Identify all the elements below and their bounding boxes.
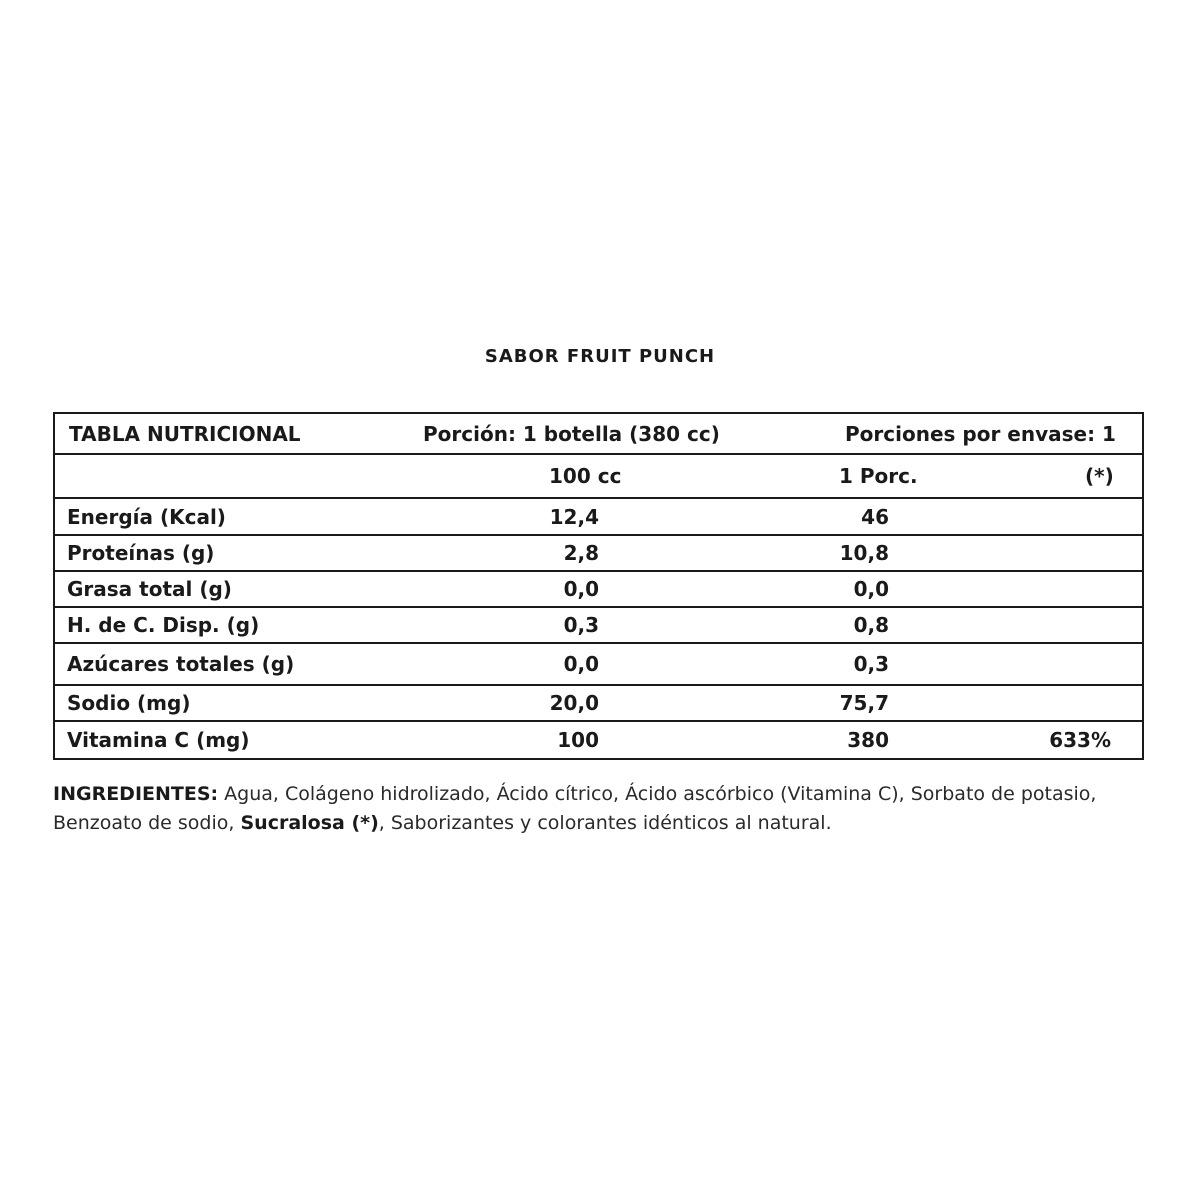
ingredients-list-part-2: , Saborizantes y colorantes idénticos al natural.: [378, 812, 832, 834]
table-title: TABLA NUTRICIONAL: [69, 421, 301, 446]
daily-value-percent: 633%: [1049, 728, 1111, 752]
value-per-portion: 75,7: [839, 691, 889, 715]
value-per-100cc: 12,4: [549, 504, 599, 529]
table-row: [55, 644, 1142, 686]
daily-value-percent: [1005, 536, 1111, 570]
daily-value-percent: [1005, 608, 1111, 642]
daily-value-percent: [1005, 499, 1111, 534]
nutrient-label: Energía (Kcal): [67, 504, 226, 529]
value-per-portion: 380: [847, 728, 889, 752]
column-header-100cc: 100 cc: [549, 464, 622, 488]
nutrient-label: Grasa total (g): [67, 577, 232, 601]
servings-per-container: Porciones por envase: 1: [845, 421, 1116, 446]
nutrient-label: Vitamina C (mg): [67, 728, 250, 752]
table-row: [55, 686, 1142, 722]
value-per-portion: 0,8: [853, 613, 889, 637]
ingredients-label: INGREDIENTES:: [53, 783, 219, 805]
daily-value-percent: [1005, 572, 1111, 606]
table-row: [55, 608, 1142, 644]
value-per-100cc: 100: [557, 728, 599, 752]
nutrient-label: H. de C. Disp. (g): [67, 613, 260, 637]
value-per-portion: 10,8: [839, 541, 889, 565]
nutrient-label: Proteínas (g): [67, 541, 215, 565]
table-row: [55, 536, 1142, 572]
value-per-100cc: 20,0: [549, 691, 599, 715]
table-subheader-row: [55, 455, 1142, 499]
flavor-title: SABOR FRUIT PUNCH: [484, 346, 716, 367]
table-row: [55, 572, 1142, 608]
column-header-portion: 1 Porc.: [839, 464, 918, 488]
value-per-100cc: 0,0: [563, 652, 599, 676]
table-row: [55, 499, 1142, 536]
value-per-100cc: 2,8: [563, 541, 599, 565]
ingredients-sweetener: Sucralosa (*): [240, 812, 379, 834]
ingredients-list-part-1: Agua, Colágeno hidrolizado, Ácido cítrico, Ácido ascórbico (Vitamina C), Sorbato de potasio, Benzoato de sodio,: [53, 783, 1097, 834]
nutrition-table: [53, 412, 1144, 760]
portion-size: Porción: 1 botella (380 cc): [423, 421, 720, 446]
value-per-portion: 0,0: [853, 577, 889, 601]
nutrient-label: Azúcares totales (g): [67, 652, 295, 676]
daily-value-percent: [1005, 686, 1111, 720]
column-header-daily-value: (*): [1085, 464, 1114, 488]
table-header-row: [55, 414, 1142, 455]
ingredients-text: [53, 780, 1153, 838]
daily-value-percent: [1005, 644, 1111, 684]
table-row: [55, 722, 1142, 758]
nutrient-label: Sodio (mg): [67, 691, 191, 715]
value-per-portion: 46: [861, 504, 889, 529]
value-per-100cc: 0,3: [563, 613, 599, 637]
value-per-100cc: 0,0: [563, 577, 599, 601]
value-per-portion: 0,3: [853, 652, 889, 676]
